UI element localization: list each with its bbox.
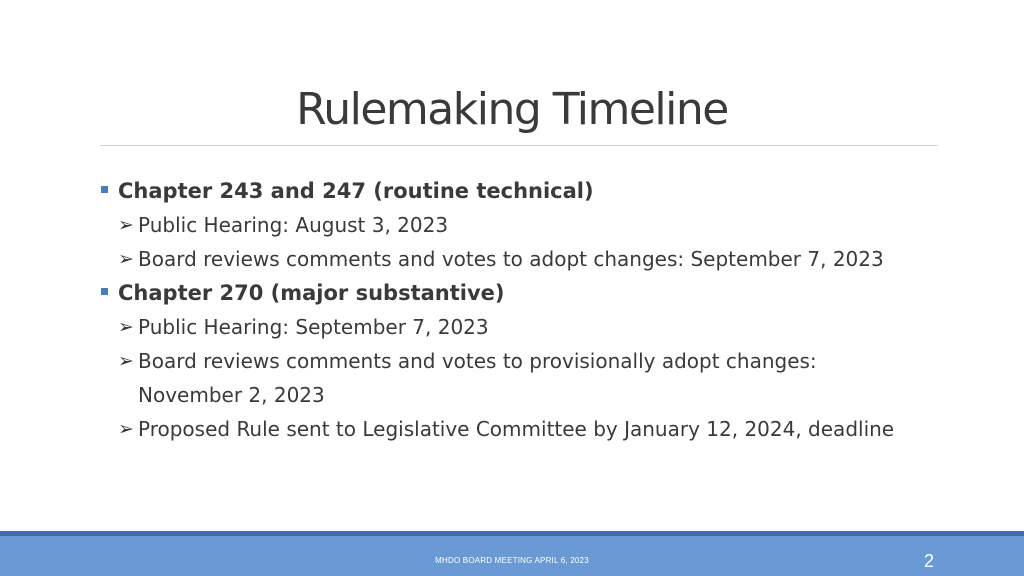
list-item — [100, 310, 960, 344]
arrowhead-bullet-icon: ➢ — [118, 316, 134, 338]
section-heading-text: Chapter 270 (major substantive) — [118, 281, 505, 305]
page-number: 2 — [923, 551, 934, 571]
list-item — [100, 344, 960, 412]
list-item-text: Board reviews comments and votes to provisionally adopt changes: — [138, 349, 817, 373]
list-item-text: Proposed Rule sent to Legislative Committee by January 12, 2024, deadline — [138, 417, 895, 441]
footer-text: MHDO BOARD MEETING APRIL 6, 2023 — [435, 556, 589, 565]
list-item — [100, 412, 960, 446]
list-item-text: Board reviews comments and votes to adopt changes: September 7, 2023 — [138, 247, 884, 271]
slide-content — [100, 174, 960, 446]
arrowhead-bullet-icon: ➢ — [118, 418, 134, 440]
arrowhead-bullet-icon: ➢ — [118, 350, 134, 372]
footer-bar — [0, 531, 1024, 576]
arrowhead-bullet-icon: ➢ — [118, 248, 134, 270]
list-item-text: Public Hearing: September 7, 2023 — [138, 315, 489, 339]
section-heading — [100, 174, 960, 208]
square-bullet-icon — [101, 288, 108, 295]
list-item-continuation: November 2, 2023 — [138, 383, 325, 407]
list-item — [100, 208, 960, 242]
square-bullet-icon — [101, 186, 108, 193]
section-heading — [100, 276, 960, 310]
section-heading-text: Chapter 243 and 247 (routine technical) — [118, 179, 594, 203]
title-divider — [100, 145, 938, 146]
list-item — [100, 242, 960, 276]
list-item-text: Public Hearing: August 3, 2023 — [138, 213, 449, 237]
slide-title: Rulemaking Timeline — [296, 84, 728, 135]
arrowhead-bullet-icon: ➢ — [118, 214, 134, 236]
